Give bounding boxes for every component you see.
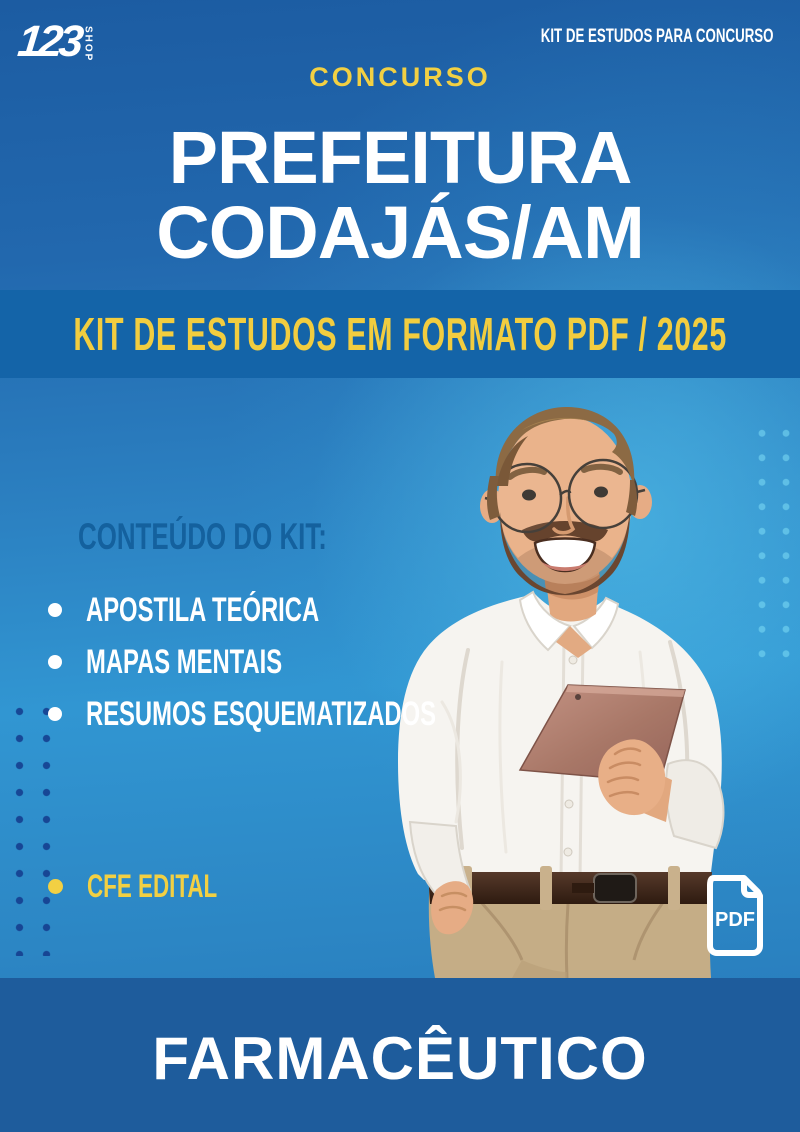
kit-list: [48, 592, 586, 748]
list-item: [48, 696, 586, 732]
bullet-dot-yellow: [48, 879, 63, 894]
kit-heading: [78, 516, 434, 558]
ribbon-text: KIT DE ESTUDOS EM FORMATO PDF / 2025: [73, 308, 727, 360]
kit-item-label: APOSTILA TEÓRICA: [86, 590, 320, 629]
logo-number: 123: [15, 17, 83, 66]
list-item: [48, 592, 586, 628]
kit-item-label: MAPAS MENTAIS: [86, 642, 283, 681]
title-line2: CODAJÁS/AM: [156, 191, 644, 275]
pdf-icon-label: PDF: [715, 909, 755, 931]
top-right-tagline: [441, 26, 774, 48]
bullet-dot: [48, 655, 62, 669]
page-title: [0, 116, 800, 275]
decorative-dot-grid-right: [750, 421, 798, 667]
kit-heading-text: CONTEÚDO DO KIT:: [78, 516, 327, 557]
logo-word: SHOP: [82, 26, 94, 63]
eyebrow-concurso: CONCURSO: [309, 62, 491, 92]
footer-band: [0, 978, 800, 1132]
shop-logo: [15, 17, 94, 66]
bullet-dot: [48, 707, 62, 721]
cfe-edital-item: [48, 868, 273, 905]
kit-item-label: RESUMOS ESQUEMATIZADOS: [86, 694, 436, 733]
title-line1: PREFEITURA: [168, 116, 632, 199]
bullet-dot: [48, 603, 62, 617]
cfe-edital-label: CFE EDITAL: [87, 868, 218, 904]
list-item: [48, 644, 586, 680]
pdf-icon: [700, 872, 770, 958]
tagline-text: KIT DE ESTUDOS PARA CONCURSO: [541, 26, 774, 47]
ribbon-band: [0, 290, 800, 378]
position-title: FARMACÊUTICO: [152, 1024, 648, 1092]
